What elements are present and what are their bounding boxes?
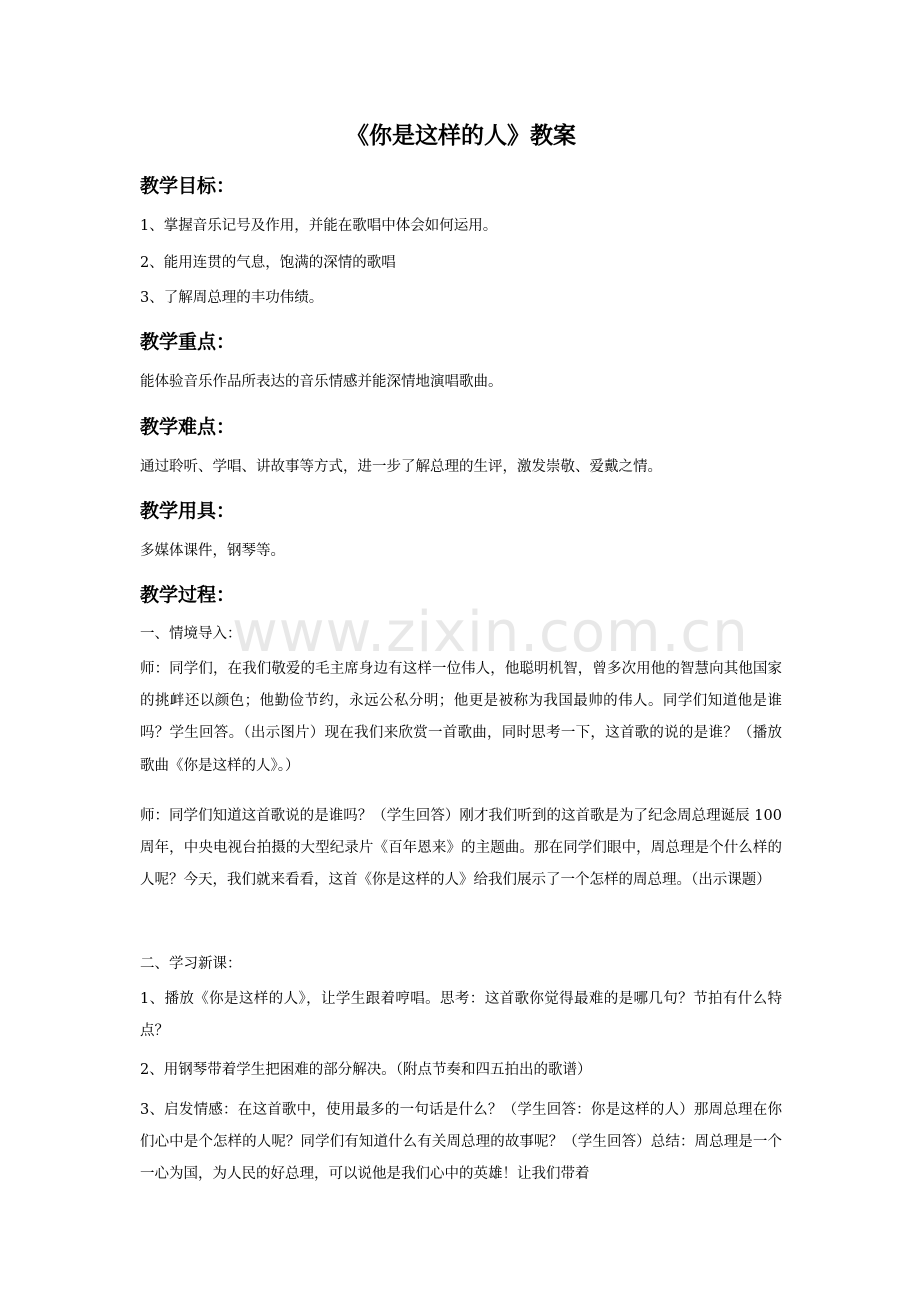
heading-objectives: 教学目标： bbox=[140, 175, 236, 197]
process-part2-item-2: 2、用钢琴带着学生把困难的部分解决。（附点节奏和四五拍出的歌谱） bbox=[140, 1062, 592, 1078]
objective-item-2: 2、能用连贯的气息，饱满的深情的歌唱 bbox=[140, 255, 396, 271]
difficulties-text: 通过聆听、学唱、讲故事等方式，进一步了解总理的生评，激发崇敬、爱戴之情。 bbox=[140, 459, 662, 475]
heading-difficulties: 教学难点： bbox=[140, 416, 236, 438]
process-part2-label: 二、学习新课： bbox=[140, 956, 242, 972]
tools-text: 多媒体课件，钢琴等。 bbox=[140, 543, 285, 559]
heading-key-points: 教学重点： bbox=[140, 331, 236, 353]
objective-item-3: 3、了解周总理的丰功伟绩。 bbox=[140, 290, 324, 306]
key-points-text: 能体验音乐作品所表达的音乐情感并能深情地演唱歌曲。 bbox=[140, 374, 503, 390]
heading-process: 教学过程： bbox=[140, 584, 236, 606]
process-part2-item-3: 3、启发情感：在这首歌中，使用最多的一句话是什么？（学生回答：你是这样的人）那周总理在你们心中是个怎样的人呢？同学们有知道什么有关周总理的故事呢？（学生回答）总结：周总理是一个一心为国，为人民的好总理，可以说他是我们心中的英雄！让我们带着 bbox=[140, 1102, 782, 1183]
heading-tools: 教学用具： bbox=[140, 500, 236, 522]
process-part2-item-1: 1、播放《你是这样的人》，让学生跟着哼唱。思考：这首歌你觉得最难的是哪几句？节拍有什么特点？ bbox=[140, 991, 782, 1040]
objective-item-1: 1、掌握音乐记号及作用，并能在歌唱中体会如何运用。 bbox=[140, 218, 498, 234]
process-part1-paragraph-1: 师：同学们，在我们敬爱的毛主席身边有这样一位伟人，他聪明机智，曾多次用他的智慧向其他国家的挑衅还以颜色；他勤俭节约，永远公私分明；他更是被称为我国最帅的伟人。同学们知道他是谁吗？学生回答。（出示图片）现在我们来欣赏一首歌曲，同时思考一下，这首歌的说的是谁？（播放歌曲《你是这样的人》。） bbox=[140, 661, 782, 774]
document-title: 《你是这样的人》教案 bbox=[346, 123, 576, 149]
process-part1-paragraph-2: 师：同学们知道这首歌说的是谁吗？（学生回答）刚才我们听到的这首歌是为了纪念周总理诞辰 100 周年，中央电视台拍摄的大型纪录片《百年恩来》的主题曲。那在同学们眼中，周总理是个什么样的人呢？今天，我们就来看看，这首《你是这样的人》给我们展示了一个怎样的周总理。（出示课题） bbox=[140, 808, 782, 889]
process-part1-label: 一、情境导入： bbox=[140, 626, 242, 642]
watermark-text: www.zixin.com.cn bbox=[232, 600, 749, 665]
